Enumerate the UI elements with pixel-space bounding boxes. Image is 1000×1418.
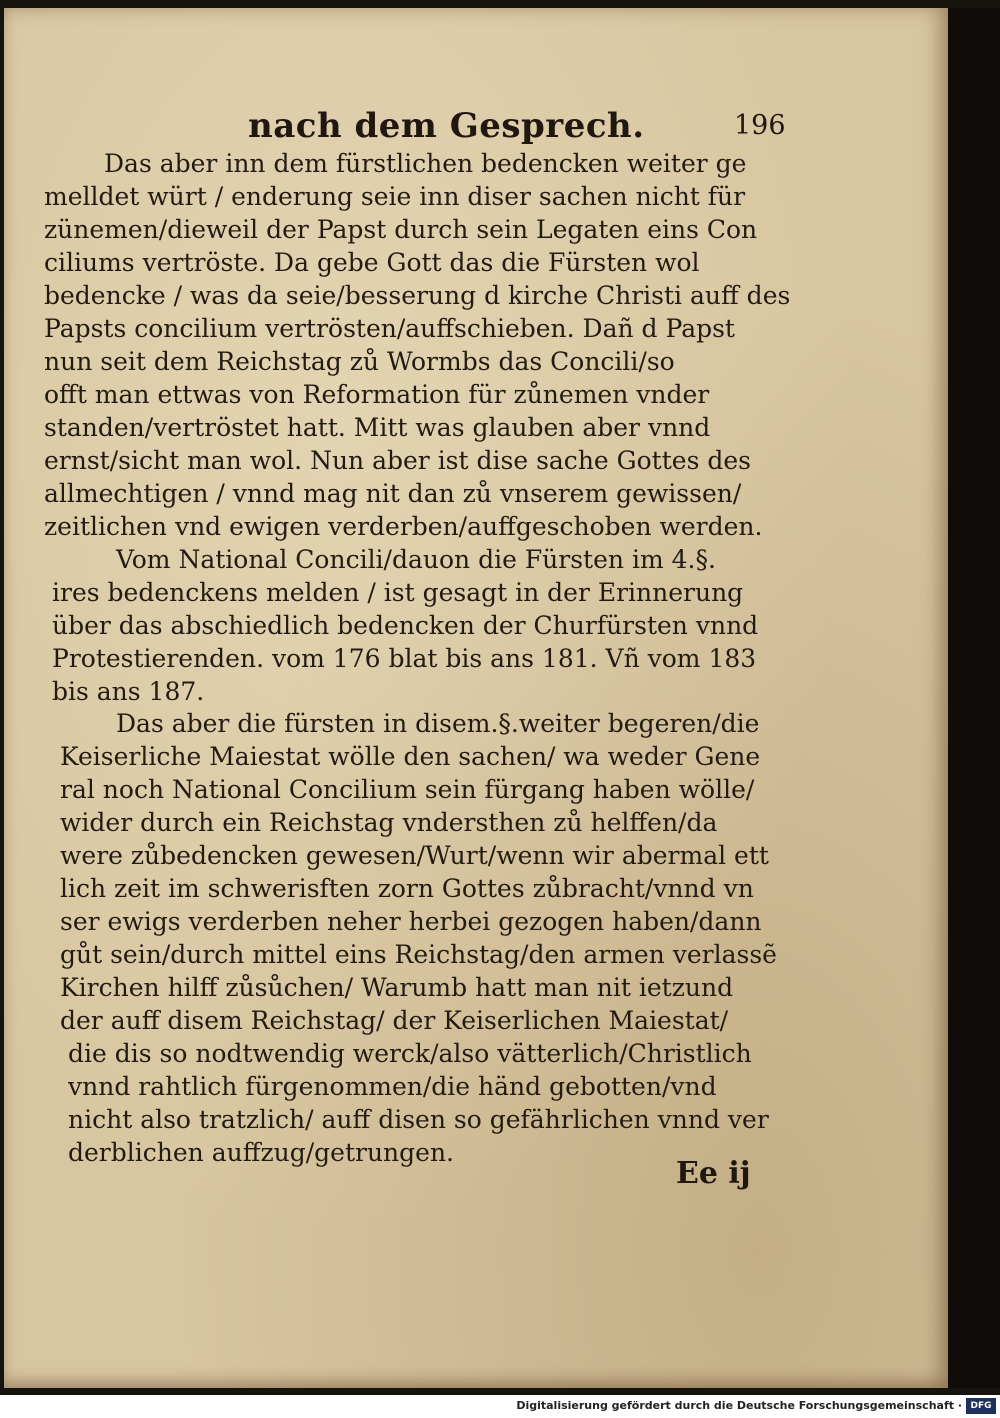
dfg-credit-text: Digitalisierung gefördert durch die Deutsche Forschungsgemeinschaft ·	[516, 1399, 962, 1412]
text-line: Kirchen hilff zůsůchen/ Warumb hatt man nit ietzund	[60, 973, 734, 1002]
text-line: derblichen auffzug/getrungen.	[68, 1138, 454, 1167]
text-line: ernst/sicht man wol. Nun aber ist dise sache Gottes des	[44, 446, 751, 475]
text-line: die dis so nodtwendig werck/also vätterlich/Christlich	[68, 1039, 752, 1068]
text-line: wider durch ein Reichstag vndersthen zů helffen/da	[60, 808, 718, 837]
text-line: zünemen/dieweil der Papst durch sein Legaten eins Con	[44, 215, 758, 244]
text-line: nun seit dem Reichstag zů Wormbs das Concili/so	[44, 347, 675, 376]
text-line: bedencke / was da seie/besserung d kirche Christi auff des	[44, 281, 791, 310]
text-line: Das aber inn dem fürstlichen bedencken weiter ge	[104, 149, 747, 178]
text-line: allmechtigen / vnnd mag nit dan zů vnserem gewissen/	[44, 479, 742, 508]
text-line: über das abschiedlich bedencken der Churfürsten vnnd	[52, 611, 759, 640]
text-line: lich zeit im schwerisften zorn Gottes zůbracht/vnnd vn	[60, 874, 754, 903]
text-line: vnnd rahtlich fürgenommen/die händ gebotten/vnd	[68, 1072, 717, 1101]
text-line: offt man ettwas von Reformation für zůnemen vnder	[44, 380, 710, 409]
body-text	[4, 8, 948, 1388]
folio-number: 196	[734, 110, 786, 141]
digitization-footer	[0, 1395, 1000, 1418]
text-line: Das aber die fürsten in disem.§.weiter begeren/die	[116, 709, 760, 738]
text-line: bis ans 187.	[52, 677, 205, 706]
text-line: ires bedenckens melden / ist gesagt in der Erinnerung	[52, 578, 744, 607]
text-line: zeitlichen vnd ewigen verderben/auffgeschoben werden.	[44, 512, 763, 541]
text-line: Vom National Concili/dauon die Fürsten im 4.§.	[116, 545, 716, 574]
dfg-logo: DFG	[966, 1398, 996, 1414]
page-edge	[948, 8, 1000, 1388]
text-line: gůt sein/durch mittel eins Reichstag/den armen verlassẽ	[60, 940, 777, 969]
text-line: Keiserliche Maiestat wölle den sachen/ wa weder Gene	[60, 742, 761, 771]
text-line: were zůbedencken gewesen/Wurt/wenn wir abermal ett	[60, 841, 769, 870]
text-line: ciliums vertröste. Da gebe Gott das die Fürsten wol	[44, 248, 700, 277]
text-line: melldet würt / enderung seie inn diser sachen nicht für	[44, 182, 746, 211]
catchword-signature: Ee ij	[676, 1156, 751, 1191]
text-line: ral noch National Concilium sein fürgang haben wölle/	[60, 775, 755, 804]
running-head: nach dem Gesprech.	[248, 106, 645, 146]
text-line: Papsts concilium vertrösten/auffschieben. Dañ d Papst	[44, 314, 735, 343]
text-line: nicht also tratzlich/ auff disen so gefährlichen vnnd ver	[68, 1105, 769, 1134]
text-line: standen/vertröstet hatt. Mitt was glauben aber vnnd	[44, 413, 711, 442]
text-line: Protestierenden. vom 176 blat bis ans 181. Vñ vom 183	[52, 644, 757, 673]
text-line: der auff disem Reichstag/ der Keiserlichen Maiestat/	[60, 1006, 729, 1035]
book-page	[4, 8, 948, 1388]
text-line: ser ewigs verderben neher herbei gezogen haben/dann	[60, 907, 762, 936]
